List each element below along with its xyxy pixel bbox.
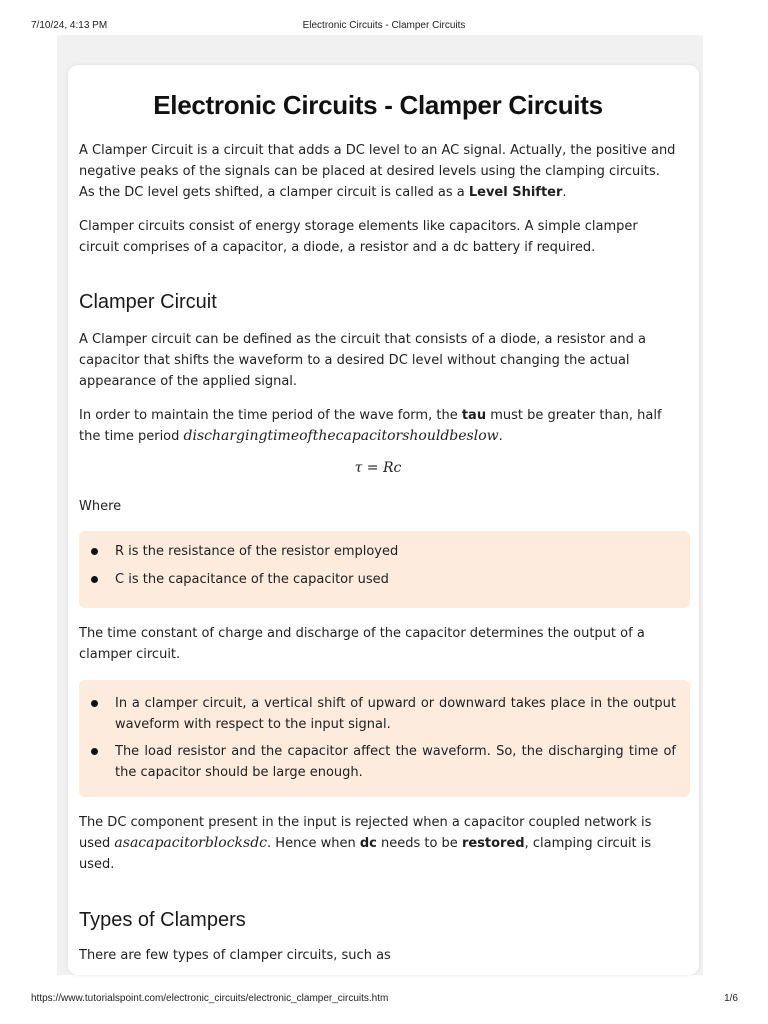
notes-box	[79, 680, 690, 797]
restored-term: restored	[461, 836, 525, 851]
intro1-text: A Clamper Circuit is a circuit that adds a DC level to an AC signal. Actually, the positive and negative peaks of the signals can be placed at desired levels using the clamping circuits. As the DC level gets shifted, a clamper circuit is called as a	[79, 143, 676, 200]
tau-text-pre: In order to maintain the time period of the wave form, the	[79, 408, 462, 423]
list-item	[79, 741, 690, 783]
tau-term: tau	[461, 408, 487, 423]
definition-r: R is the resistance of the resistor employed	[115, 544, 399, 559]
print-page-number: 1/6	[724, 993, 738, 1004]
tau-text-end: .	[498, 429, 503, 444]
note-vertical-shift: In a clamper circuit, a vertical shift of upward or downward takes place in the output waveform with respect to the input signal.	[115, 696, 676, 732]
bullet-icon	[91, 548, 98, 555]
definitions-list	[79, 531, 690, 590]
tau-formula: τ = Rc	[354, 460, 402, 476]
tau-math-expression: dischargingtimeofthecapacitorshouldbeslow	[183, 428, 499, 444]
level-shifter-term: Level Shifter	[468, 185, 563, 200]
bullet-icon	[91, 576, 98, 583]
print-footer	[0, 993, 768, 1013]
bullet-icon	[91, 700, 98, 707]
print-datetime: 7/10/24, 4:13 PM	[31, 20, 108, 31]
note-load-resistor: The load resistor and the capacitor affect the waveform. So, the discharging time of the capacitor should be large enough.	[115, 744, 676, 780]
definitions-note-box	[79, 531, 690, 608]
dc-math-expression: asacapacitorblocksdc	[114, 835, 268, 851]
print-doc-title: Electronic Circuits - Clamper Circuits	[302, 20, 466, 31]
intro-paragraph-2: Clamper circuits consist of energy storage elements like capacitors. A simple clamper circuit comprises of a capacitor, a diode, a resistor and a dc battery if required.	[79, 219, 638, 255]
time-constant-paragraph: The time constant of charge and discharge of the capacitor determines the output of a clamper circuit.	[79, 626, 645, 662]
article-card	[68, 65, 699, 975]
notes-list	[79, 680, 690, 783]
dc-text-mid2: needs to be	[376, 836, 462, 851]
dc-text-end: , clamping circuit is used.	[79, 836, 652, 872]
intro-paragraph-1	[79, 140, 677, 203]
section-heading-types-of-clampers: Types of Clampers	[79, 909, 246, 931]
section-heading-clamper-circuit: Clamper Circuit	[79, 291, 217, 313]
definition-c: C is the capacitance of the capacitor used	[115, 572, 389, 587]
list-item	[79, 693, 690, 735]
dc-text-mid: . Hence when	[267, 836, 360, 851]
print-header	[0, 0, 768, 34]
types-intro-paragraph: There are few types of clamper circuits, such as	[79, 948, 391, 963]
list-item	[79, 569, 690, 590]
dc-text-pre: The DC component present in the input is rejected when a capacitor coupled network is used	[79, 815, 652, 851]
intro1-end: .	[562, 185, 567, 200]
list-item	[79, 541, 690, 562]
bullet-icon	[91, 748, 98, 755]
print-url: https://www.tutorialspoint.com/electronic_circuits/electronic_clamper_circuits.htm	[31, 993, 389, 1004]
dc-term: dc	[359, 836, 377, 851]
where-label: Where	[79, 499, 122, 514]
tau-paragraph	[79, 405, 677, 447]
tau-text-mid: must be greater than, half the time period	[79, 408, 662, 444]
definition-paragraph: A Clamper circuit can be defined as the circuit that consists of a diode, a resistor and a capacitor that shifts the waveform to a desired DC level without changing the actual appearance of the applied signal.	[79, 332, 646, 389]
dc-component-paragraph	[79, 812, 677, 875]
page-title: Electronic Circuits - Clamper Circuits	[153, 90, 603, 120]
